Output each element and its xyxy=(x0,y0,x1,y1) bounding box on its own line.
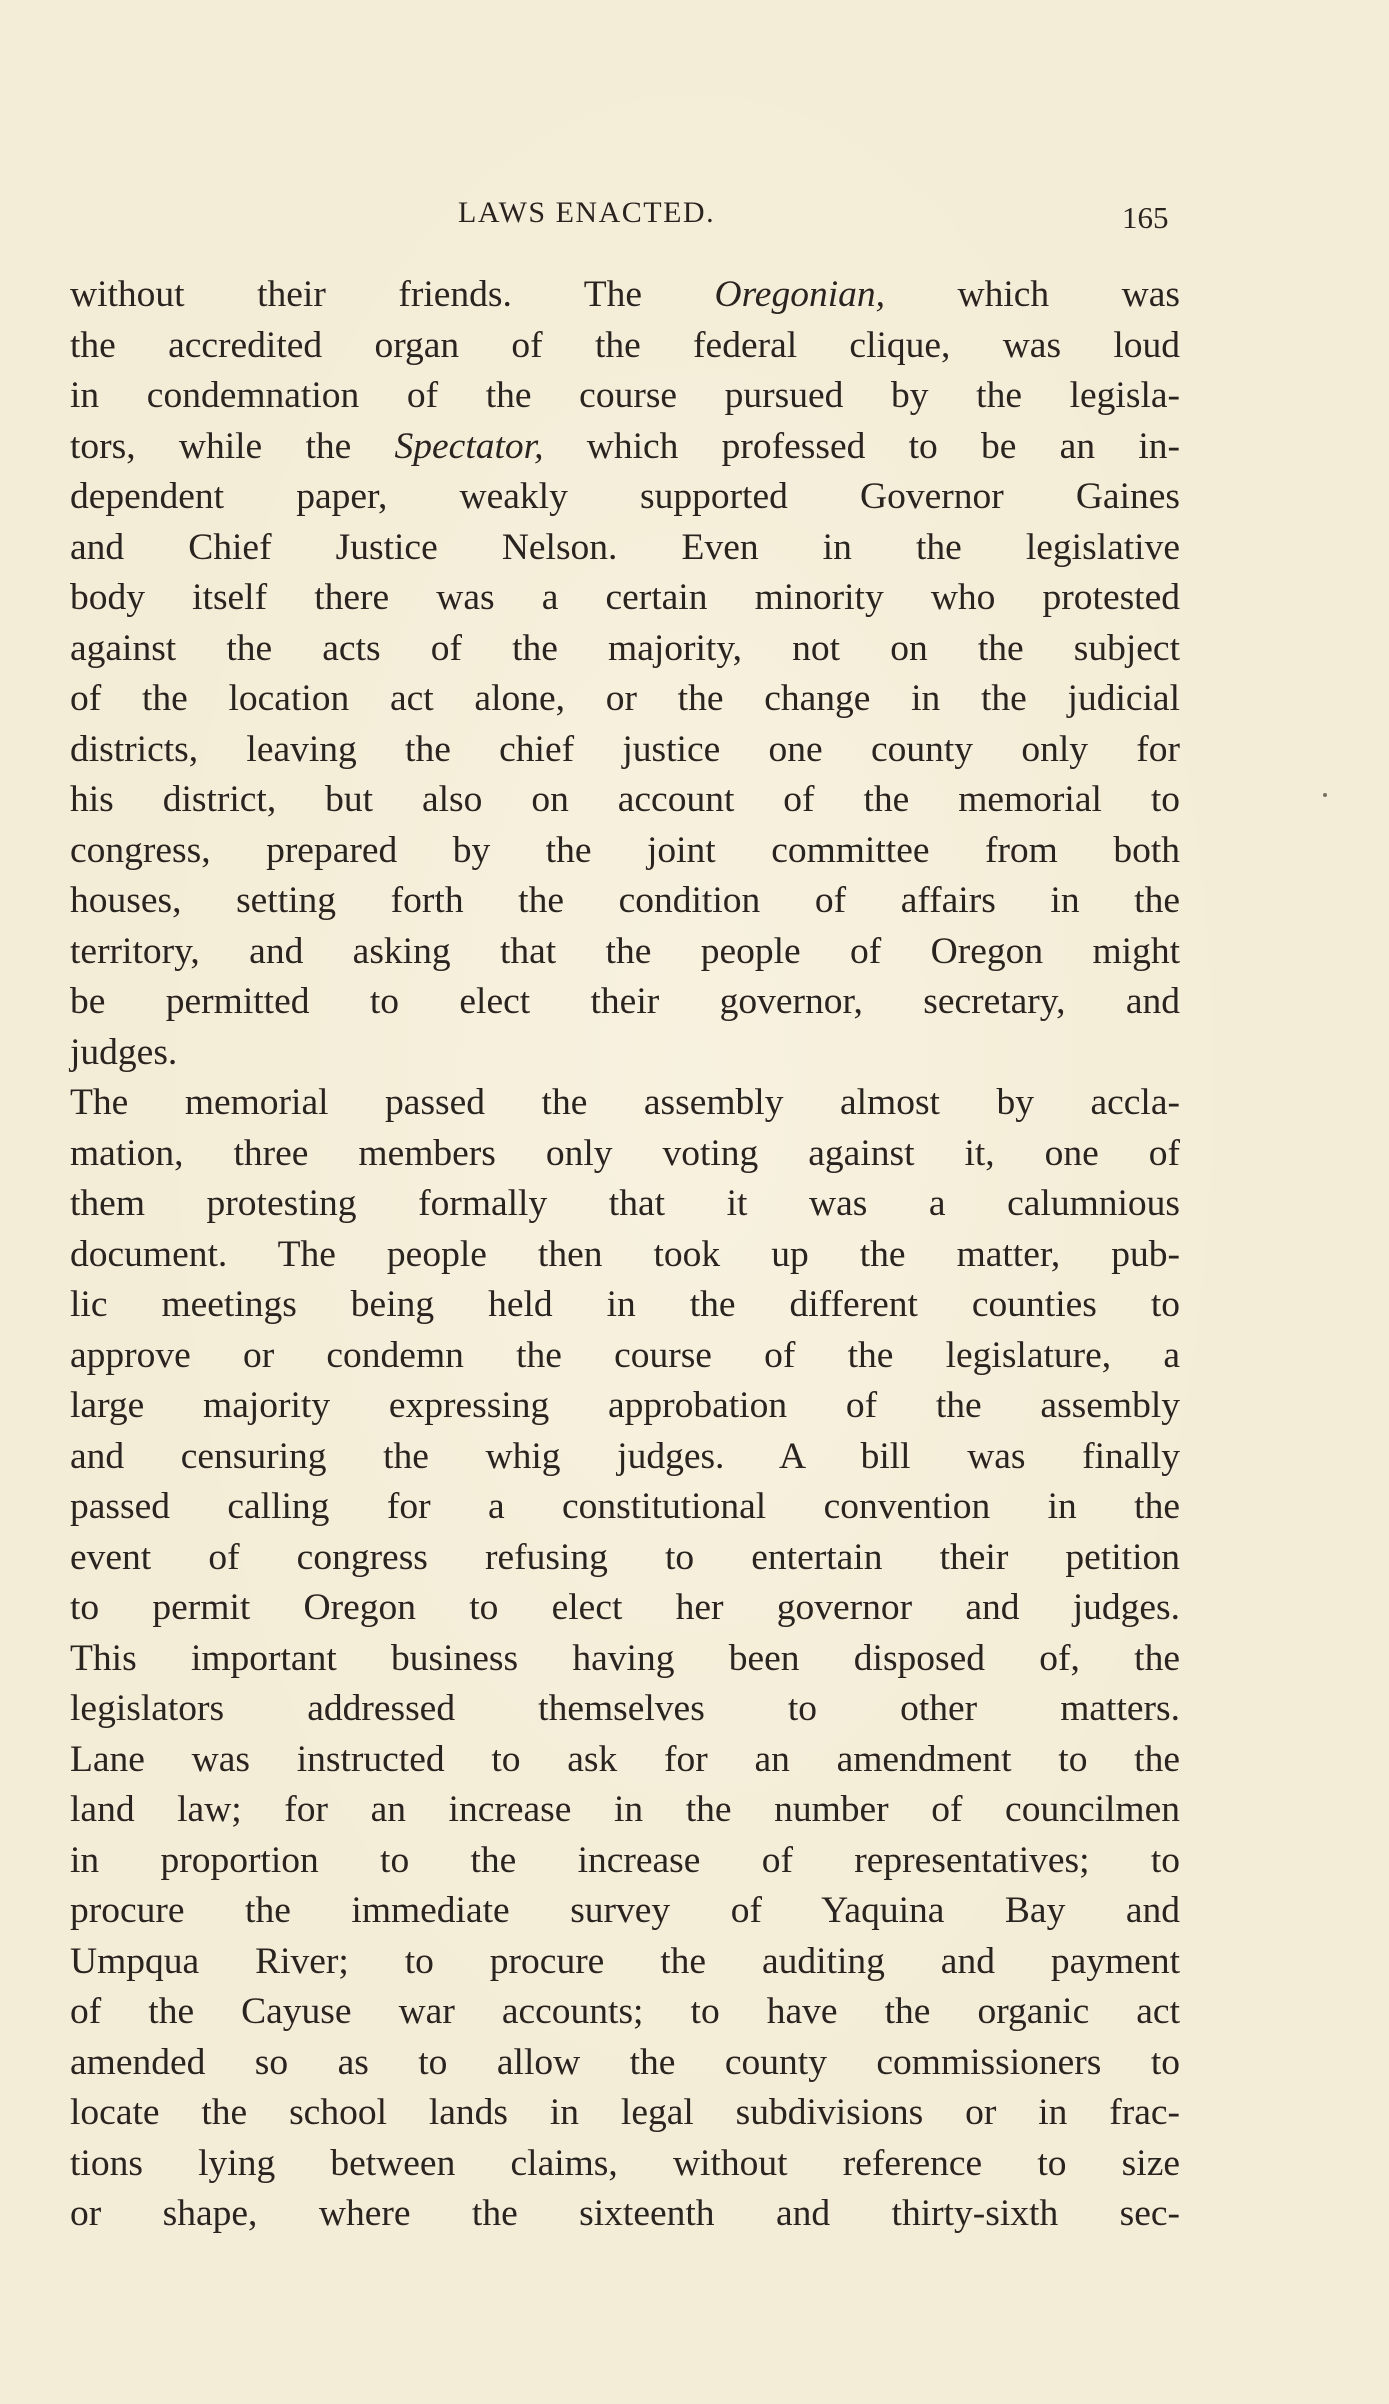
text-segment: and Chief Justice Nelson. Even in the legislative xyxy=(70,526,1180,568)
italic-title: Spectator, xyxy=(394,425,544,467)
text-line xyxy=(70,1937,1180,1988)
text-line xyxy=(70,1634,1180,1685)
text-line xyxy=(70,1331,1180,1382)
text-segment: of the Cayuse war accounts; to have the organic act xyxy=(70,1991,1180,2032)
text-segment: them protesting formally that it was a calumnious xyxy=(70,1183,1180,1224)
text-line xyxy=(70,876,1180,927)
text-segment: procure the immediate survey of Yaquina Bay and xyxy=(70,1890,1180,1931)
text-segment: The memorial passed the assembly almost by accla- xyxy=(70,1082,1180,1123)
text-line xyxy=(70,1179,1180,1230)
text-line xyxy=(70,1533,1180,1584)
text-line xyxy=(70,1987,1180,2038)
text-segment: his district, but also on account of the memorial to xyxy=(70,779,1180,820)
text-line xyxy=(70,775,1180,826)
text-line xyxy=(70,2139,1180,2190)
running-head xyxy=(0,196,1389,236)
text-segment: which was xyxy=(885,274,1180,315)
text-segment: amended so as to allow the county commissioners to xyxy=(70,2041,1180,2083)
text-segment: tors, while the xyxy=(70,425,395,467)
body-text xyxy=(70,270,1180,2240)
text-segment: lic meetings being held in the different counties to xyxy=(70,1284,1180,1325)
text-segment: mation, three members only voting against it, one of xyxy=(70,1132,1180,1174)
text-line xyxy=(70,1432,1180,1483)
text-segment: and censuring the whig judges. A bill was finally xyxy=(70,1435,1180,1477)
text-segment: This important business having been disposed of, the xyxy=(70,1637,1180,1679)
text-line xyxy=(70,2189,1180,2240)
text-segment: passed calling for a constitutional convention in the xyxy=(70,1486,1180,1527)
text-segment: tions lying between claims, without reference to size xyxy=(70,2142,1180,2184)
text-segment: the accredited organ of the federal clique, was loud xyxy=(70,324,1180,366)
text-segment: houses, setting forth the condition of affairs in the xyxy=(70,880,1180,921)
text-line xyxy=(70,1482,1180,1533)
italic-title: Oregonian, xyxy=(714,274,885,315)
text-segment: in proportion to the increase of representatives; to xyxy=(70,1839,1180,1881)
text-segment: or shape, where the sixteenth and thirty-sixth sec- xyxy=(70,2193,1180,2234)
text-segment: body itself there was a certain minority who protested xyxy=(70,577,1180,618)
text-line xyxy=(70,573,1180,624)
text-line xyxy=(70,1230,1180,1281)
text-segment: territory, and asking that the people of Oregon might xyxy=(70,930,1180,972)
text-line xyxy=(70,1735,1180,1786)
paper-speck xyxy=(1323,793,1327,797)
text-line xyxy=(70,1886,1180,1937)
text-segment: Umpqua River; to procure the auditing and payment xyxy=(70,1940,1180,1982)
text-line xyxy=(70,1280,1180,1331)
text-segment: locate the school lands in legal subdivisions or in frac- xyxy=(70,2092,1180,2133)
text-segment: large majority expressing approbation of the assembly xyxy=(70,1385,1180,1426)
text-segment: against the acts of the majority, not on the subject xyxy=(70,627,1180,669)
text-line xyxy=(70,1583,1180,1634)
text-segment: congress, prepared by the joint committee from both xyxy=(70,829,1180,871)
running-title: LAWS ENACTED. xyxy=(458,196,716,229)
text-line xyxy=(70,826,1180,877)
text-segment: districts, leaving the chief justice one county only for xyxy=(70,728,1180,770)
text-segment: legislators addressed themselves to other matters. xyxy=(70,1688,1180,1729)
text-segment: dependent paper, weakly supported Governor Gaines xyxy=(70,476,1180,517)
text-segment: be permitted to elect their governor, secretary, and xyxy=(70,981,1180,1022)
text-line xyxy=(70,523,1180,574)
text-segment: event of congress refusing to entertain their petition xyxy=(70,1536,1180,1578)
text-line xyxy=(70,1129,1180,1180)
text-line xyxy=(70,1684,1180,1735)
text-line xyxy=(70,1028,1180,1079)
text-line xyxy=(70,1785,1180,1836)
text-segment: document. The people then took up the matter, pub- xyxy=(70,1233,1180,1275)
page-number: 165 xyxy=(1122,200,1169,235)
text-segment: Lane was instructed to ask for an amendment to the xyxy=(70,1738,1180,1780)
text-segment: approve or condemn the course of the legislature, a xyxy=(70,1334,1180,1376)
text-line xyxy=(70,1381,1180,1432)
text-line xyxy=(70,725,1180,776)
text-segment: which professed to be an in- xyxy=(543,425,1180,467)
text-line xyxy=(70,2038,1180,2089)
text-segment: to permit Oregon to elect her governor and judges. xyxy=(70,1587,1180,1628)
text-segment: land law; for an increase in the number of councilmen xyxy=(70,1789,1180,1830)
text-line xyxy=(70,977,1180,1028)
text-line xyxy=(70,270,1180,321)
text-line xyxy=(70,321,1180,372)
text-segment: of the location act alone, or the change in the judicial xyxy=(70,678,1180,719)
text-line xyxy=(70,624,1180,675)
text-segment: judges. xyxy=(70,1031,178,1073)
text-line xyxy=(70,422,1180,473)
text-segment: in condemnation of the course pursued by the legisla- xyxy=(70,375,1180,416)
text-line xyxy=(70,2088,1180,2139)
text-line xyxy=(70,472,1180,523)
text-line xyxy=(70,371,1180,422)
text-line xyxy=(70,927,1180,978)
text-line xyxy=(70,1078,1180,1129)
text-line xyxy=(70,1836,1180,1887)
text-segment: without their friends. The xyxy=(70,274,715,315)
text-line xyxy=(70,674,1180,725)
